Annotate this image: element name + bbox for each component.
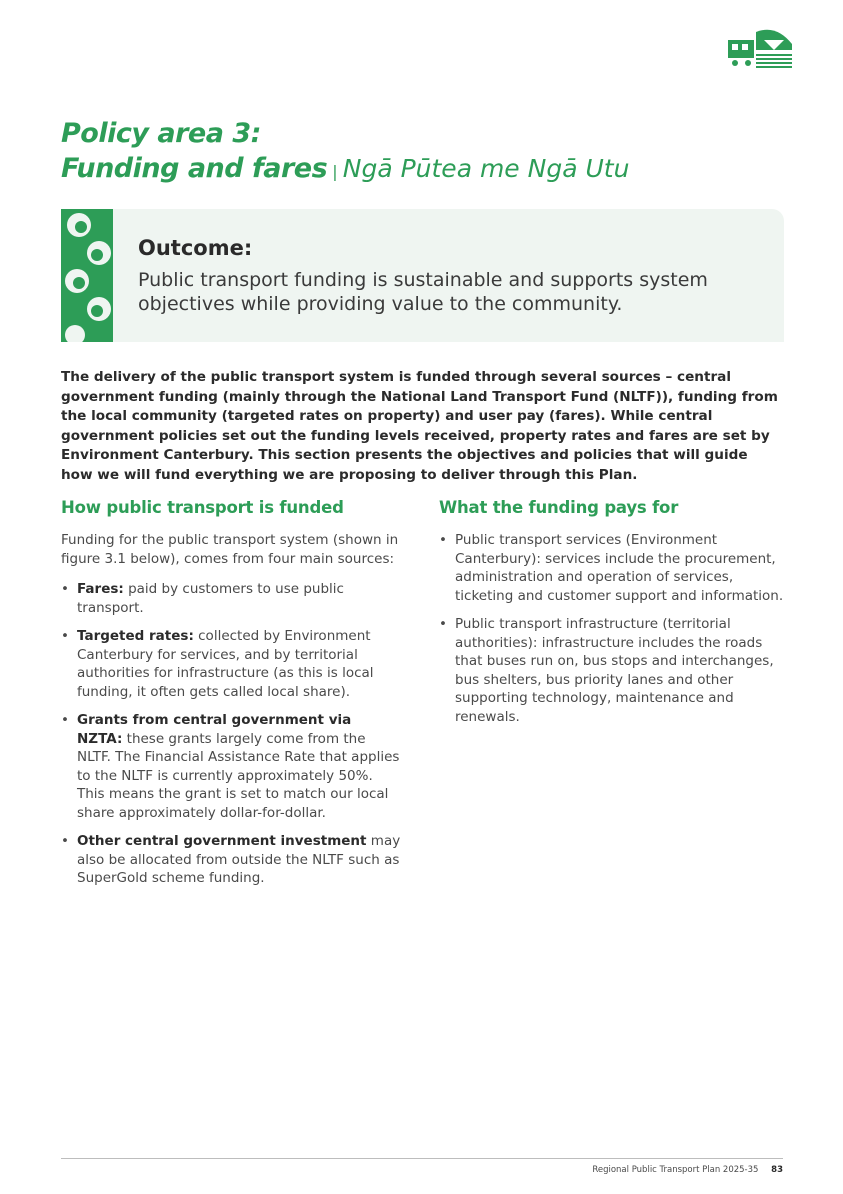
- footer-doc-title: Regional Public Transport Plan 2025-35: [592, 1165, 759, 1175]
- title-line1: Policy area 3:: [61, 118, 261, 149]
- page-title: [61, 116, 801, 186]
- list-item: • Public transport services (Environment Canterbury): services include the procurement, administration and operation of services, ticketing and customer support and information.: [439, 531, 789, 605]
- list-item: • Fares: paid by customers to use public transport.: [61, 580, 401, 617]
- outcome-heading: Outcome:: [138, 236, 253, 260]
- funding-sources-para: Funding for the public transport system (shown in figure 3.1 below), comes from four main sources:: [61, 532, 399, 567]
- intro-paragraph: The delivery of the public transport system is funded through several sources – central government funding (mainly through the National Land Transport Fund (NLTF)), funding from the local community (targeted rates on property) and user pay (fares). While central government policies set out the funding levels received, property rates and fares are set by Environment Canterbury. This section presents the objectives and policies that will guide how we will fund everything we are proposing to deliver through this Plan.: [61, 369, 778, 483]
- funding-pays-for-section: [439, 498, 789, 736]
- funding-pays-for-list: [439, 531, 789, 726]
- page-number: 83: [771, 1165, 783, 1175]
- list-item: • Other central government investment may also be allocated from outside the NLTF such as SuperGold scheme funding.: [61, 832, 401, 888]
- list-item: • Public transport infrastructure (territorial authorities): infrastructure includes the roads that buses run on, bus stops and interchanges, bus shelters, bus priority lanes and other supporting technology, maintenance and renewals.: [439, 615, 789, 726]
- transport-logo-icon: [726, 26, 794, 70]
- title-maori: Ngā Pūtea me Ngā Utu: [342, 154, 630, 183]
- footer-divider: [61, 1158, 783, 1159]
- koru-pattern-icon: [61, 209, 117, 342]
- funding-sources-section: [61, 498, 401, 898]
- funding-pays-for-heading: What the funding pays for: [439, 498, 679, 517]
- funding-sources-list: [61, 580, 401, 888]
- list-item: • Targeted rates: collected by Environment Canterbury for services, and by territorial authorities for infrastructure (as this is local funding, it often gets called local share).: [61, 627, 401, 701]
- funding-sources-heading: How public transport is funded: [61, 498, 344, 517]
- list-item: • Grants from central government via NZTA: these grants largely come from the NLTF. The Financial Assistance Rate that applies to the NLTF is currently approximately 50%. This means the grant is set to match our local share approximately dollar-for-dollar.: [61, 711, 401, 822]
- outcome-text: Public transport funding is sustainable and supports system objectives while providing value to the community.: [138, 269, 708, 315]
- title-line2: Funding and fares: [61, 153, 328, 184]
- title-separator: |: [332, 162, 338, 181]
- footer: [0, 1165, 783, 1175]
